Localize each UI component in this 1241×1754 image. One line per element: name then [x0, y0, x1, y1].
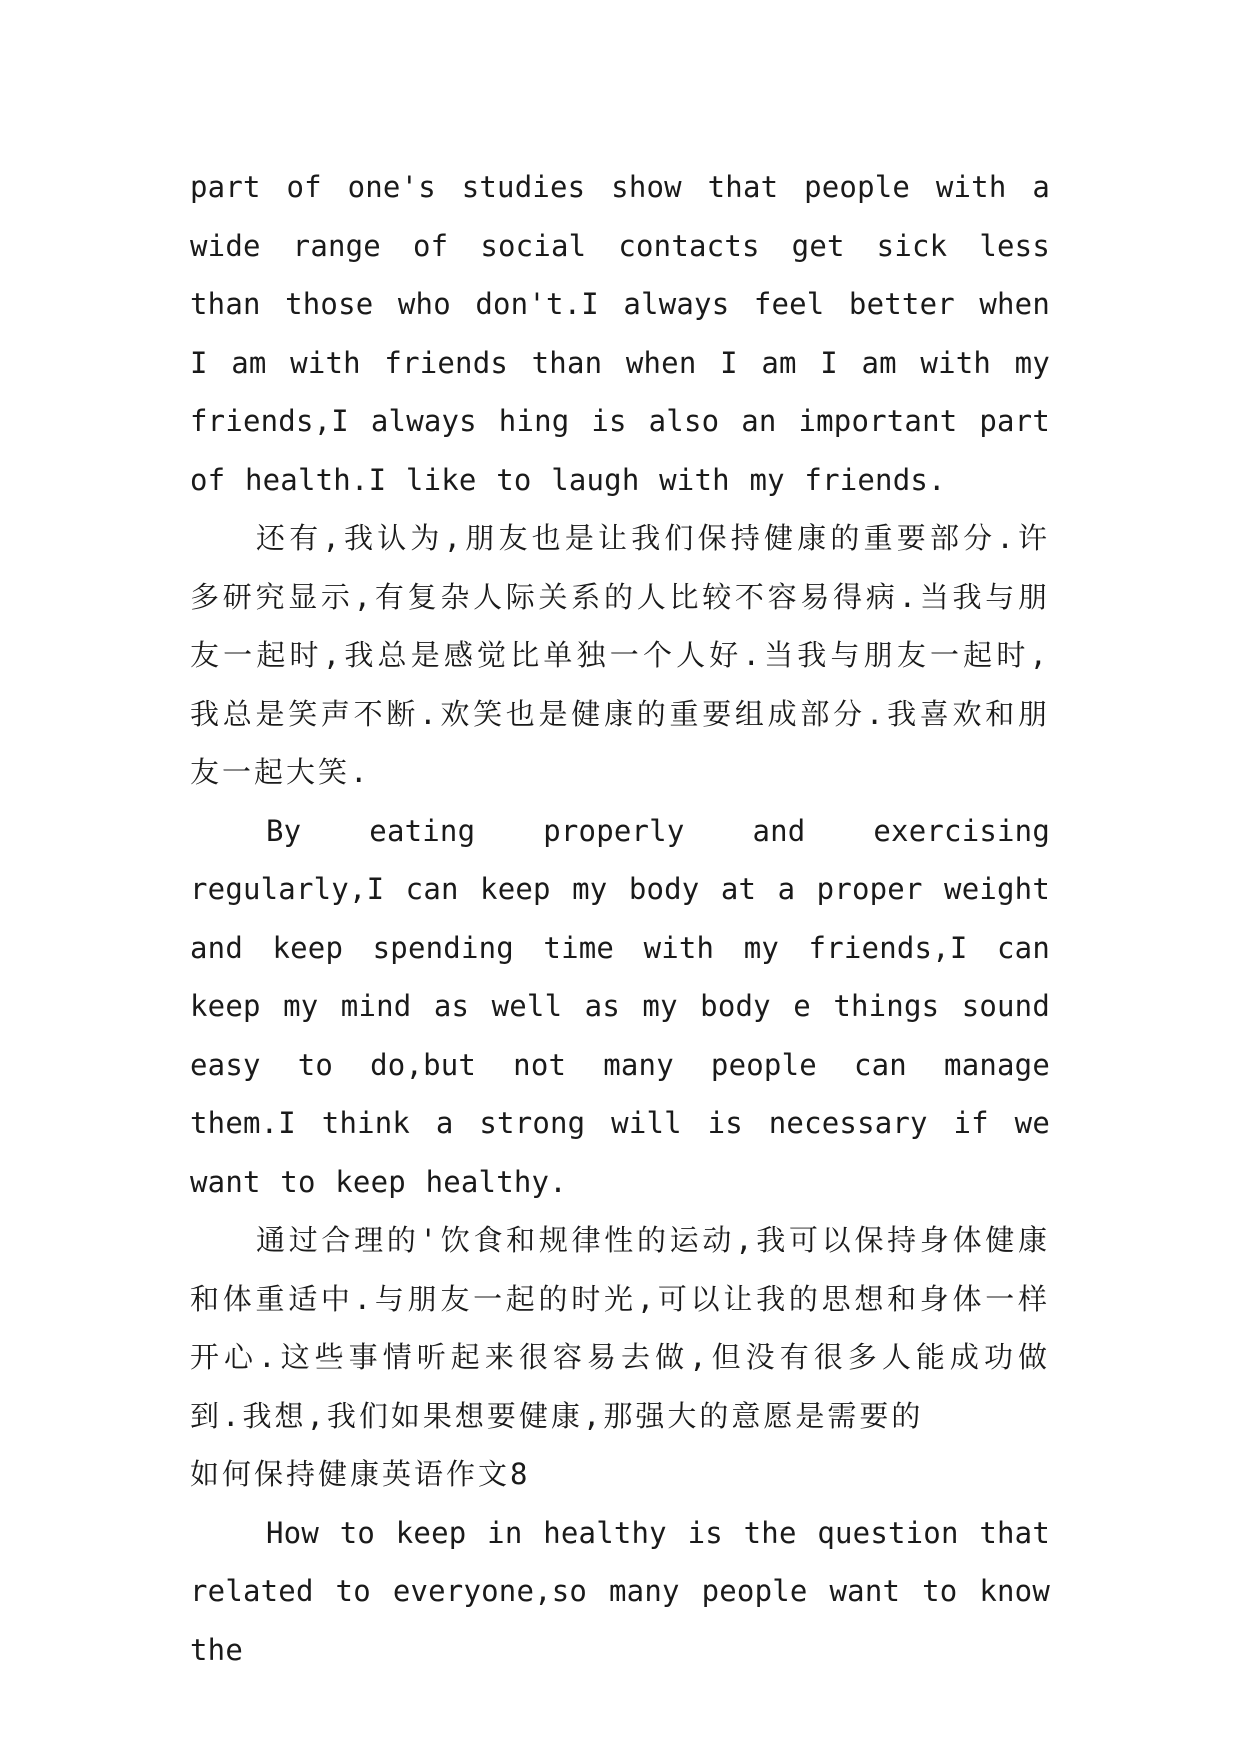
section-heading: 如何保持健康英语作文8	[190, 1457, 531, 1491]
paragraph-english-1: part of one's studies show that people with a wide range of social contacts get sick less than those who don't.I always feel better when I am with friends than when I am I am with my friends,I always hing is also an important part of health.I like to laugh with my friends.	[190, 170, 1050, 497]
paragraph-english-2: By eating properly and exercising regularly,I can keep my body at a proper weight and keep spending time with my friends,I can keep my mind as well as my body e things sound easy to do,but not many people can manage them.I think a strong will is necessary if we want to keep healthy.	[190, 813, 1050, 1199]
paragraph-chinese-2: 通过合理的'饮食和规律性的运动,我可以保持身体健康和体重适中.与朋友一起的时光,可以让我的思想和身体一样开心.这些事情听起来很容易去做,但没有很多人能成功做到.我想,我们如果想要健康,那强大的意愿是需要的	[190, 1223, 1050, 1433]
document-page	[190, 158, 1050, 1679]
paragraph-chinese-1: 还有,我认为,朋友也是让我们保持健康的重要部分.许多研究显示,有复杂人际关系的人比较不容易得病.当我与朋友一起时,我总是感觉比单独一个人好.当我与朋友一起时,我总是笑声不断.欢笑也是健康的重要组成部分.我喜欢和朋友一起大笑.	[190, 521, 1050, 789]
paragraph-english-3: How to keep in healthy is the question that related to everyone,so many people want to know the	[190, 1515, 1050, 1667]
